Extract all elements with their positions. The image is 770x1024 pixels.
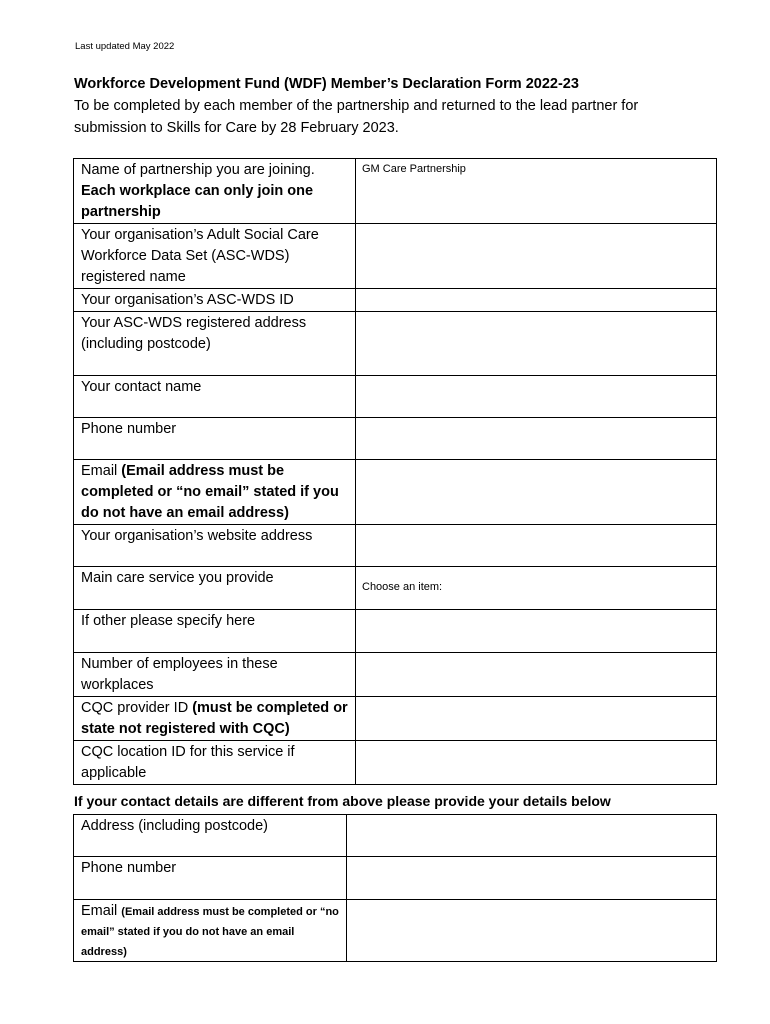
main-service-dropdown[interactable]: Choose an item: [356, 567, 717, 610]
field-label-website: Your organisation’s website address [74, 525, 356, 567]
table-row [74, 418, 717, 460]
table-row [74, 460, 717, 525]
table-row [74, 697, 717, 741]
field-label-address: Address (including postcode) [74, 815, 347, 857]
table-row [74, 224, 717, 289]
table-row [74, 376, 717, 418]
field-label-asc-wds-id: Your organisation’s ASC-WDS ID [74, 289, 356, 312]
last-updated-note: Last updated May 2022 [75, 41, 175, 52]
cqc-location-id-field[interactable] [356, 741, 717, 785]
field-label-registered-name: Your organisation’s Adult Social Care Workforce Data Set (ASC-WDS) registered name [74, 224, 356, 289]
field-label-contact-email: Email (Email address must be completed or “no email” stated if you do not have an email address) [74, 900, 347, 962]
contact-section-heading: If your contact details are different from above please provide your details below [74, 793, 611, 809]
email-field[interactable] [356, 460, 717, 525]
phone-number-field[interactable] [356, 418, 717, 460]
member-declaration-table [73, 158, 717, 785]
table-row [74, 289, 717, 312]
table-row [74, 653, 717, 697]
table-row [74, 312, 717, 376]
contact-details-table [73, 814, 717, 962]
contact-email-field[interactable] [347, 900, 717, 962]
field-label-main-service: Main care service you provide [74, 567, 356, 610]
other-specify-field[interactable] [356, 610, 717, 653]
field-label-employees: Number of employees in these workplaces [74, 653, 356, 697]
table-row [74, 610, 717, 653]
registered-address-field[interactable] [356, 312, 717, 376]
field-label-registered-address: Your ASC-WDS registered address (including postcode) [74, 312, 356, 376]
field-label-phone-number: Phone number [74, 418, 356, 460]
table-row [74, 567, 717, 610]
field-label-other-specify: If other please specify here [74, 610, 356, 653]
field-label-partnership-name: Name of partnership you are joining. Each workplace can only join one partnership [74, 159, 356, 224]
employees-field[interactable] [356, 653, 717, 697]
table-row [74, 815, 717, 857]
asc-wds-id-field[interactable] [356, 289, 717, 312]
contact-address-field[interactable] [347, 815, 717, 857]
table-row [74, 741, 717, 785]
field-label-contact-phone: Phone number [74, 857, 347, 900]
website-field[interactable] [356, 525, 717, 567]
table-row [74, 857, 717, 900]
table-row [74, 900, 717, 962]
table-row [74, 525, 717, 567]
registered-name-field[interactable] [356, 224, 717, 289]
field-label-contact-name: Your contact name [74, 376, 356, 418]
form-intro: To be completed by each member of the partnership and returned to the lead partner for submission to Skills for Care by 28 February 2023. [74, 98, 639, 136]
contact-phone-field[interactable] [347, 857, 717, 900]
partnership-name-field[interactable]: GM Care Partnership [356, 159, 717, 224]
field-label-cqc-provider-id: CQC provider ID (must be completed or state not registered with CQC) [74, 697, 356, 741]
field-label-email: Email (Email address must be completed or “no email” stated if you do not have an email address) [74, 460, 356, 525]
contact-name-field[interactable] [356, 376, 717, 418]
field-label-cqc-location-id: CQC location ID for this service if applicable [74, 741, 356, 785]
cqc-provider-id-field[interactable] [356, 697, 717, 741]
table-row [74, 159, 717, 224]
form-title: Workforce Development Fund (WDF) Member’s Declaration Form 2022-23 [74, 76, 579, 92]
